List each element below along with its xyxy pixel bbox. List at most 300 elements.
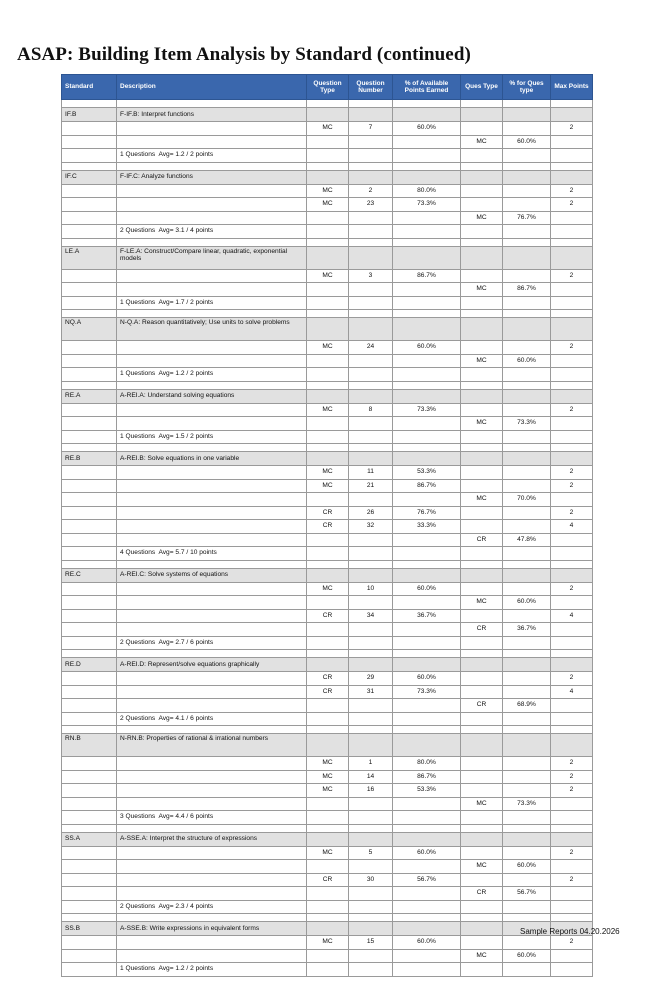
- empty-cell: [393, 318, 461, 341]
- empty-cell: [117, 650, 307, 658]
- empty-cell: [503, 269, 551, 283]
- empty-cell: [551, 832, 593, 846]
- empty-cell: [62, 547, 117, 561]
- group-summary: 1 Questions Avg= 1.2 / 2 points: [117, 963, 307, 977]
- empty-cell: [551, 797, 593, 811]
- question-number-cell: 29: [349, 672, 393, 686]
- empty-cell: [349, 225, 393, 239]
- empty-cell: [117, 699, 307, 713]
- empty-cell: [393, 533, 461, 547]
- empty-cell: [62, 873, 117, 887]
- empty-cell: [461, 479, 503, 493]
- question-row: [62, 672, 593, 686]
- question-number-cell: 21: [349, 479, 393, 493]
- empty-cell: [117, 403, 307, 417]
- empty-cell: [461, 547, 503, 561]
- empty-cell: [349, 963, 393, 977]
- question-type-cell: MC: [307, 269, 349, 283]
- empty-cell: [62, 582, 117, 596]
- empty-cell: [503, 770, 551, 784]
- standard-code: SS.A: [62, 832, 117, 846]
- standard-row: [62, 318, 593, 341]
- empty-cell: [62, 211, 117, 225]
- empty-cell: [461, 389, 503, 403]
- summary-row: [62, 149, 593, 163]
- empty-cell: [62, 596, 117, 610]
- empty-cell: [503, 430, 551, 444]
- empty-cell: [62, 430, 117, 444]
- ques-type-subtotal-row: [62, 135, 593, 149]
- empty-cell: [62, 784, 117, 798]
- ques-type-subtotal-row: [62, 211, 593, 225]
- empty-cell: [307, 560, 349, 568]
- empty-cell: [503, 963, 551, 977]
- empty-cell: [551, 596, 593, 610]
- ques-type-cell: MC: [461, 949, 503, 963]
- empty-cell: [393, 596, 461, 610]
- empty-cell: [461, 238, 503, 246]
- standard-description: A-REI.C: Solve systems of equations: [117, 568, 307, 582]
- question-type-cell: MC: [307, 846, 349, 860]
- question-row: [62, 466, 593, 480]
- empty-cell: [461, 184, 503, 198]
- empty-cell: [117, 354, 307, 368]
- empty-cell: [307, 493, 349, 507]
- empty-cell: [307, 283, 349, 297]
- empty-cell: [117, 211, 307, 225]
- empty-cell: [117, 726, 307, 734]
- empty-cell: [62, 936, 117, 950]
- empty-cell: [349, 900, 393, 914]
- group-summary: 3 Questions Avg= 4.4 / 6 points: [117, 811, 307, 825]
- empty-cell: [503, 479, 551, 493]
- empty-cell: [461, 149, 503, 163]
- ques-type-cell: MC: [461, 860, 503, 874]
- group-summary: 2 Questions Avg= 2.3 / 4 points: [117, 900, 307, 914]
- pct-available-cell: 56.7%: [393, 873, 461, 887]
- empty-cell: [461, 922, 503, 936]
- empty-cell: [461, 757, 503, 771]
- empty-cell: [349, 914, 393, 922]
- empty-cell: [349, 922, 393, 936]
- standard-row: [62, 568, 593, 582]
- empty-cell: [393, 860, 461, 874]
- empty-cell: [503, 184, 551, 198]
- empty-cell: [393, 225, 461, 239]
- pct-ques-type-cell: 60.0%: [503, 860, 551, 874]
- question-number-cell: 30: [349, 873, 393, 887]
- pct-ques-type-cell: 60.0%: [503, 596, 551, 610]
- empty-cell: [393, 658, 461, 672]
- empty-cell: [551, 170, 593, 184]
- table-header-row: [62, 75, 593, 100]
- summary-row: [62, 547, 593, 561]
- empty-cell: [461, 560, 503, 568]
- empty-cell: [503, 162, 551, 170]
- ques-type-cell: CR: [461, 533, 503, 547]
- group-summary: 4 Questions Avg= 5.7 / 10 points: [117, 547, 307, 561]
- empty-cell: [461, 122, 503, 136]
- empty-cell: [307, 547, 349, 561]
- spacer-row: [62, 310, 593, 318]
- question-row: [62, 122, 593, 136]
- empty-cell: [503, 757, 551, 771]
- spacer-row: [62, 100, 593, 108]
- empty-cell: [461, 824, 503, 832]
- empty-cell: [307, 734, 349, 757]
- empty-cell: [62, 184, 117, 198]
- max-points-cell: 2: [551, 770, 593, 784]
- empty-cell: [117, 269, 307, 283]
- empty-cell: [551, 149, 593, 163]
- empty-cell: [117, 444, 307, 452]
- empty-cell: [117, 381, 307, 389]
- max-points-cell: 2: [551, 846, 593, 860]
- empty-cell: [117, 784, 307, 798]
- question-row: [62, 520, 593, 534]
- pct-ques-type-cell: 56.7%: [503, 887, 551, 901]
- question-number-cell: 15: [349, 936, 393, 950]
- empty-cell: [551, 734, 593, 757]
- empty-cell: [117, 824, 307, 832]
- empty-cell: [62, 269, 117, 283]
- empty-cell: [503, 811, 551, 825]
- empty-cell: [349, 568, 393, 582]
- empty-cell: [551, 811, 593, 825]
- empty-cell: [117, 493, 307, 507]
- empty-cell: [307, 824, 349, 832]
- empty-cell: [393, 734, 461, 757]
- spacer-row: [62, 162, 593, 170]
- standard-row: [62, 658, 593, 672]
- empty-cell: [393, 452, 461, 466]
- empty-cell: [461, 246, 503, 269]
- question-type-cell: MC: [307, 582, 349, 596]
- empty-cell: [393, 296, 461, 310]
- empty-cell: [551, 623, 593, 637]
- empty-cell: [551, 452, 593, 466]
- pct-ques-type-cell: 60.0%: [503, 949, 551, 963]
- group-summary: 1 Questions Avg= 1.2 / 2 points: [117, 368, 307, 382]
- ques-type-subtotal-row: [62, 596, 593, 610]
- empty-cell: [62, 310, 117, 318]
- empty-cell: [349, 452, 393, 466]
- question-number-cell: 3: [349, 269, 393, 283]
- empty-cell: [461, 318, 503, 341]
- empty-cell: [349, 726, 393, 734]
- empty-cell: [117, 100, 307, 108]
- summary-row: [62, 225, 593, 239]
- empty-cell: [393, 797, 461, 811]
- empty-cell: [62, 162, 117, 170]
- empty-cell: [307, 900, 349, 914]
- empty-cell: [503, 170, 551, 184]
- pct-available-cell: 33.3%: [393, 520, 461, 534]
- question-number-cell: 23: [349, 198, 393, 212]
- empty-cell: [117, 623, 307, 637]
- pct-ques-type-cell: 36.7%: [503, 623, 551, 637]
- empty-cell: [349, 310, 393, 318]
- empty-cell: [393, 949, 461, 963]
- empty-cell: [551, 211, 593, 225]
- empty-cell: [461, 466, 503, 480]
- pct-ques-type-cell: 86.7%: [503, 283, 551, 297]
- header-pct-available: % of Available Points Earned: [393, 75, 461, 100]
- max-points-cell: 2: [551, 506, 593, 520]
- question-number-cell: 5: [349, 846, 393, 860]
- question-number-cell: 7: [349, 122, 393, 136]
- question-type-cell: MC: [307, 403, 349, 417]
- empty-cell: [393, 914, 461, 922]
- empty-cell: [551, 568, 593, 582]
- empty-cell: [62, 797, 117, 811]
- empty-cell: [503, 341, 551, 355]
- empty-cell: [307, 381, 349, 389]
- empty-cell: [307, 225, 349, 239]
- empty-cell: [393, 568, 461, 582]
- spacer-row: [62, 238, 593, 246]
- pct-available-cell: 86.7%: [393, 770, 461, 784]
- empty-cell: [307, 658, 349, 672]
- empty-cell: [461, 368, 503, 382]
- empty-cell: [307, 162, 349, 170]
- empty-cell: [62, 341, 117, 355]
- empty-cell: [461, 341, 503, 355]
- max-points-cell: 2: [551, 672, 593, 686]
- pct-available-cell: 60.0%: [393, 122, 461, 136]
- summary-row: [62, 963, 593, 977]
- empty-cell: [551, 318, 593, 341]
- empty-cell: [551, 368, 593, 382]
- empty-cell: [503, 108, 551, 122]
- question-type-cell: MC: [307, 184, 349, 198]
- ques-type-subtotal-row: [62, 699, 593, 713]
- empty-cell: [551, 860, 593, 874]
- spacer-row: [62, 914, 593, 922]
- empty-cell: [307, 949, 349, 963]
- empty-cell: [393, 162, 461, 170]
- empty-cell: [117, 609, 307, 623]
- empty-cell: [117, 506, 307, 520]
- empty-cell: [551, 658, 593, 672]
- empty-cell: [461, 269, 503, 283]
- empty-cell: [349, 417, 393, 431]
- empty-cell: [62, 238, 117, 246]
- empty-cell: [307, 444, 349, 452]
- empty-cell: [349, 547, 393, 561]
- empty-cell: [117, 479, 307, 493]
- empty-cell: [503, 846, 551, 860]
- empty-cell: [503, 444, 551, 452]
- empty-cell: [551, 493, 593, 507]
- empty-cell: [62, 712, 117, 726]
- empty-cell: [349, 381, 393, 389]
- empty-cell: [307, 636, 349, 650]
- empty-cell: [349, 650, 393, 658]
- group-summary: 2 Questions Avg= 4.1 / 6 points: [117, 712, 307, 726]
- empty-cell: [503, 824, 551, 832]
- empty-cell: [349, 824, 393, 832]
- empty-cell: [551, 547, 593, 561]
- empty-cell: [62, 949, 117, 963]
- empty-cell: [62, 417, 117, 431]
- empty-cell: [62, 493, 117, 507]
- question-type-cell: CR: [307, 685, 349, 699]
- empty-cell: [117, 596, 307, 610]
- header-question-number: Question Number: [349, 75, 393, 100]
- empty-cell: [307, 100, 349, 108]
- empty-cell: [393, 430, 461, 444]
- empty-cell: [307, 832, 349, 846]
- empty-cell: [461, 650, 503, 658]
- empty-cell: [307, 568, 349, 582]
- ques-type-cell: MC: [461, 493, 503, 507]
- empty-cell: [551, 444, 593, 452]
- header-question-type: Question Type: [307, 75, 349, 100]
- pct-ques-type-cell: 73.3%: [503, 417, 551, 431]
- ques-type-cell: MC: [461, 417, 503, 431]
- empty-cell: [551, 824, 593, 832]
- empty-cell: [461, 108, 503, 122]
- empty-cell: [551, 560, 593, 568]
- empty-cell: [503, 547, 551, 561]
- empty-cell: [551, 296, 593, 310]
- empty-cell: [62, 699, 117, 713]
- question-number-cell: 10: [349, 582, 393, 596]
- empty-cell: [503, 685, 551, 699]
- empty-cell: [117, 873, 307, 887]
- max-points-cell: 2: [551, 198, 593, 212]
- empty-cell: [62, 650, 117, 658]
- empty-cell: [62, 368, 117, 382]
- empty-cell: [349, 797, 393, 811]
- ques-type-subtotal-row: [62, 860, 593, 874]
- ques-type-subtotal-row: [62, 797, 593, 811]
- empty-cell: [349, 533, 393, 547]
- empty-cell: [551, 726, 593, 734]
- spacer-row: [62, 444, 593, 452]
- empty-cell: [62, 757, 117, 771]
- question-type-cell: MC: [307, 341, 349, 355]
- empty-cell: [503, 784, 551, 798]
- pct-available-cell: 60.0%: [393, 341, 461, 355]
- empty-cell: [307, 246, 349, 269]
- empty-cell: [393, 900, 461, 914]
- empty-cell: [62, 135, 117, 149]
- summary-row: [62, 900, 593, 914]
- pct-available-cell: 60.0%: [393, 936, 461, 950]
- empty-cell: [461, 609, 503, 623]
- ques-type-cell: MC: [461, 211, 503, 225]
- empty-cell: [393, 811, 461, 825]
- empty-cell: [307, 389, 349, 403]
- summary-row: [62, 712, 593, 726]
- empty-cell: [461, 162, 503, 170]
- empty-cell: [307, 296, 349, 310]
- empty-cell: [117, 162, 307, 170]
- empty-cell: [393, 623, 461, 637]
- empty-cell: [503, 582, 551, 596]
- question-number-cell: 32: [349, 520, 393, 534]
- empty-cell: [307, 712, 349, 726]
- empty-cell: [393, 368, 461, 382]
- empty-cell: [503, 368, 551, 382]
- question-type-cell: MC: [307, 784, 349, 798]
- empty-cell: [503, 672, 551, 686]
- pct-ques-type-cell: 60.0%: [503, 354, 551, 368]
- empty-cell: [393, 170, 461, 184]
- empty-cell: [349, 444, 393, 452]
- pct-available-cell: 86.7%: [393, 479, 461, 493]
- empty-cell: [62, 609, 117, 623]
- empty-cell: [307, 811, 349, 825]
- ques-type-subtotal-row: [62, 949, 593, 963]
- empty-cell: [307, 922, 349, 936]
- pct-available-cell: 76.7%: [393, 506, 461, 520]
- empty-cell: [503, 238, 551, 246]
- empty-cell: [349, 811, 393, 825]
- question-row: [62, 770, 593, 784]
- max-points-cell: 2: [551, 479, 593, 493]
- empty-cell: [551, 900, 593, 914]
- question-type-cell: CR: [307, 609, 349, 623]
- standard-code: RE.B: [62, 452, 117, 466]
- empty-cell: [551, 712, 593, 726]
- empty-cell: [551, 283, 593, 297]
- question-row: [62, 403, 593, 417]
- question-row: [62, 936, 593, 950]
- pct-ques-type-cell: 68.9%: [503, 699, 551, 713]
- ques-type-cell: MC: [461, 354, 503, 368]
- empty-cell: [62, 560, 117, 568]
- standard-row: [62, 734, 593, 757]
- empty-cell: [349, 296, 393, 310]
- empty-cell: [393, 922, 461, 936]
- empty-cell: [393, 493, 461, 507]
- empty-cell: [307, 108, 349, 122]
- question-row: [62, 757, 593, 771]
- question-type-cell: MC: [307, 770, 349, 784]
- empty-cell: [551, 162, 593, 170]
- max-points-cell: 2: [551, 873, 593, 887]
- empty-cell: [307, 963, 349, 977]
- empty-cell: [393, 712, 461, 726]
- ques-type-cell: MC: [461, 596, 503, 610]
- summary-row: [62, 811, 593, 825]
- empty-cell: [461, 672, 503, 686]
- empty-cell: [461, 582, 503, 596]
- empty-cell: [307, 149, 349, 163]
- ques-type-subtotal-row: [62, 623, 593, 637]
- empty-cell: [349, 832, 393, 846]
- empty-cell: [349, 246, 393, 269]
- max-points-cell: 2: [551, 184, 593, 198]
- empty-cell: [307, 533, 349, 547]
- question-row: [62, 184, 593, 198]
- pct-ques-type-cell: 73.3%: [503, 797, 551, 811]
- group-summary: 1 Questions Avg= 1.2 / 2 points: [117, 149, 307, 163]
- empty-cell: [349, 430, 393, 444]
- empty-cell: [503, 381, 551, 389]
- empty-cell: [117, 757, 307, 771]
- standard-code: RN.B: [62, 734, 117, 757]
- empty-cell: [62, 225, 117, 239]
- header-description: Description: [117, 75, 307, 100]
- question-row: [62, 582, 593, 596]
- empty-cell: [307, 797, 349, 811]
- ques-type-subtotal-row: [62, 354, 593, 368]
- empty-cell: [307, 135, 349, 149]
